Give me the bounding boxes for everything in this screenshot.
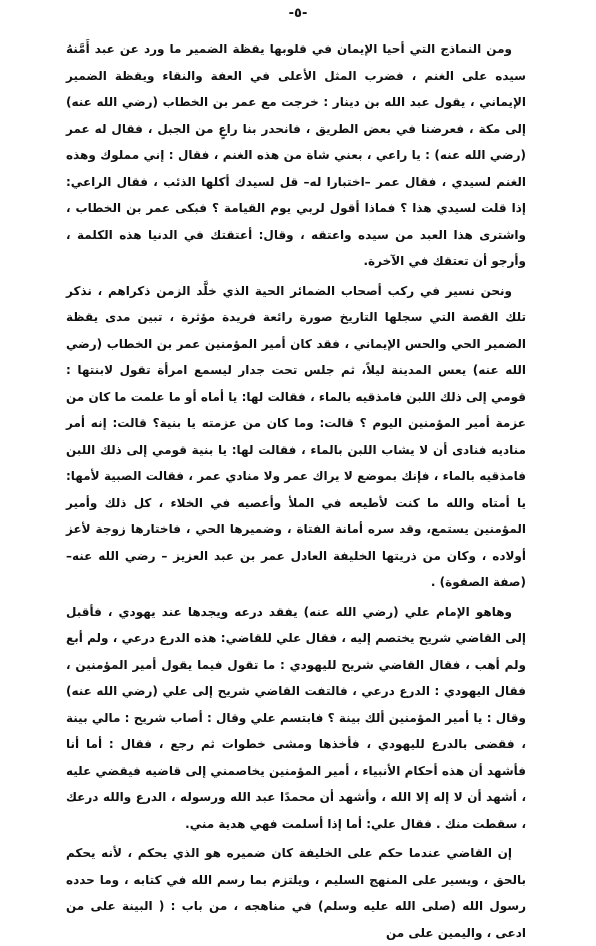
paragraph-servant-story: ومن النماذج التي أحيا الإيمان في قلوبها يقظة الضمير ما ورد عن عبد أَمَّنهُ سيده على الغنم ، فضرب المثل الأعلى في العفة والنقاء ويقظة الضمير الإيماني ، يقول عبد الله بن دينار : خرجت مع عمر بن الخطاب (رضي الله عنه) إلى مكة ، فعرضنا في بعض الطريق ، فانحدر بنا راعٍ من الجبل ، فقال له عمر (رضي الله عنه) : يا راعي ، بعني شاة من هذه الغنم ، فقال : إني مملوك وهذه الغنم لسيدي ، فقال عمر –اختبارا له– قل لسيدك أكلها الذئب ، فقال الراعي: إذا قلت لسيدي هذا ؟ فماذا أقول لربي يوم القيامة ؟ فبكى عمر بن الخطاب ، واشترى هذا العبد من سيده واعتقه ، وقال: أعتقتك في الدنيا هذه الكلمة ، وأرجو أن تعتقك في الآخرة. <box>66 42 526 268</box>
paragraph-judge-conscience: إن القاضي عندما حكم على الخليفة كان ضميره هو الذي يحكم ، لأنه يحكم بالحق ، ويسير على المنهج السليم ، ويلتزم بما رسم الله في كتابه ، وما حدده رسول الله (صلى الله عليه وسلم) في مناهجه ، من باب : ( البينة على من ادعى ، واليمين على من <box>66 846 526 940</box>
body-text <box>66 36 526 946</box>
paragraph-milk-seller-story: ونحن نسير في ركب أصحاب الضمائر الحية الذي خلَّد الزمن ذكراهم ، نذكر تلك القصة التي سجلها التاريخ صورة رائعة فريدة مؤثرة ، تبين مدى يقظة الضمير الحي والحس الإيماني ، فقد كان أمير المؤمنين عمر بن الخطاب (رضي الله عنه) يعس المدينة ليلاً، ثم جلس تحت جدار ليسمع امرأة تقول لابنتها : قومي إلى ذلك اللبن فامذقيه بالماء ، فقالت لها: يا أماه أو ما علمت ما كان من عزمة أمير المؤمنين اليوم ؟ قالت: وما كان من عزمته يا بنية؟ قالت: إنه أمر مناديه فنادى أن لا يشاب اللبن بالماء ، فقالت لها: يا بنية قومي إلى ذلك اللبن فامذقيه بالماء ، فإنك بموضع لا يراك عمر ولا منادي عمر ، فقالت الصبية لأمها: يا أمتاه والله ما كنت لأطيعه في الملأ وأعصيه في الخلاء ، كل ذلك وأمير المؤمنين يستمع، وقد سره أمانة الفتاة ، وضميرها الحي ، فاختارها زوجة لأعز أولاده ، وكان من ذريتها الخليفة العادل عمر بن عبد العزيز – رضي الله عنه– (صفة الصفوة) . <box>66 283 526 589</box>
paragraph-ali-armor-story: وهاهو الإمام علي (رضي الله عنه) يفقد درعه ويجدها عند يهودي ، فأقبل إلى القاضي شريح يختصم إليه ، فقال علي للقاضي: هذه الدرع درعي ، ولم أبع ولم أهب ، فقال القاضي شريح لليهودي : ما تقول فيما يقول أمير المؤمنين ، فقال اليهودي : الدرع درعي ، فالتفت القاضي شريح إلى علي (رضي الله عنه) وقال : يا أمير المؤمنين ألك بينة ؟ فابتسم علي وقال : أصاب شريح : مالي بينة ، فقضى بالدرع لليهودي ، فأخذها ومشى خطوات ثم رجع ، فقال : أما أنا فأشهد أن هذه أحكام الأنبياء ، أمير المؤمنين يخاصمني إلى قاضيه فيقضي عليه ، أشهد أن لا إله إلا الله ، وأشهد أن محمدًا عبد الله ورسوله ، الدرع والله درعك ، سقطت منك . فقال علي: أما إذا أسلمت فهي هدية مني. <box>66 604 526 831</box>
page-number: -٥- <box>288 6 308 21</box>
